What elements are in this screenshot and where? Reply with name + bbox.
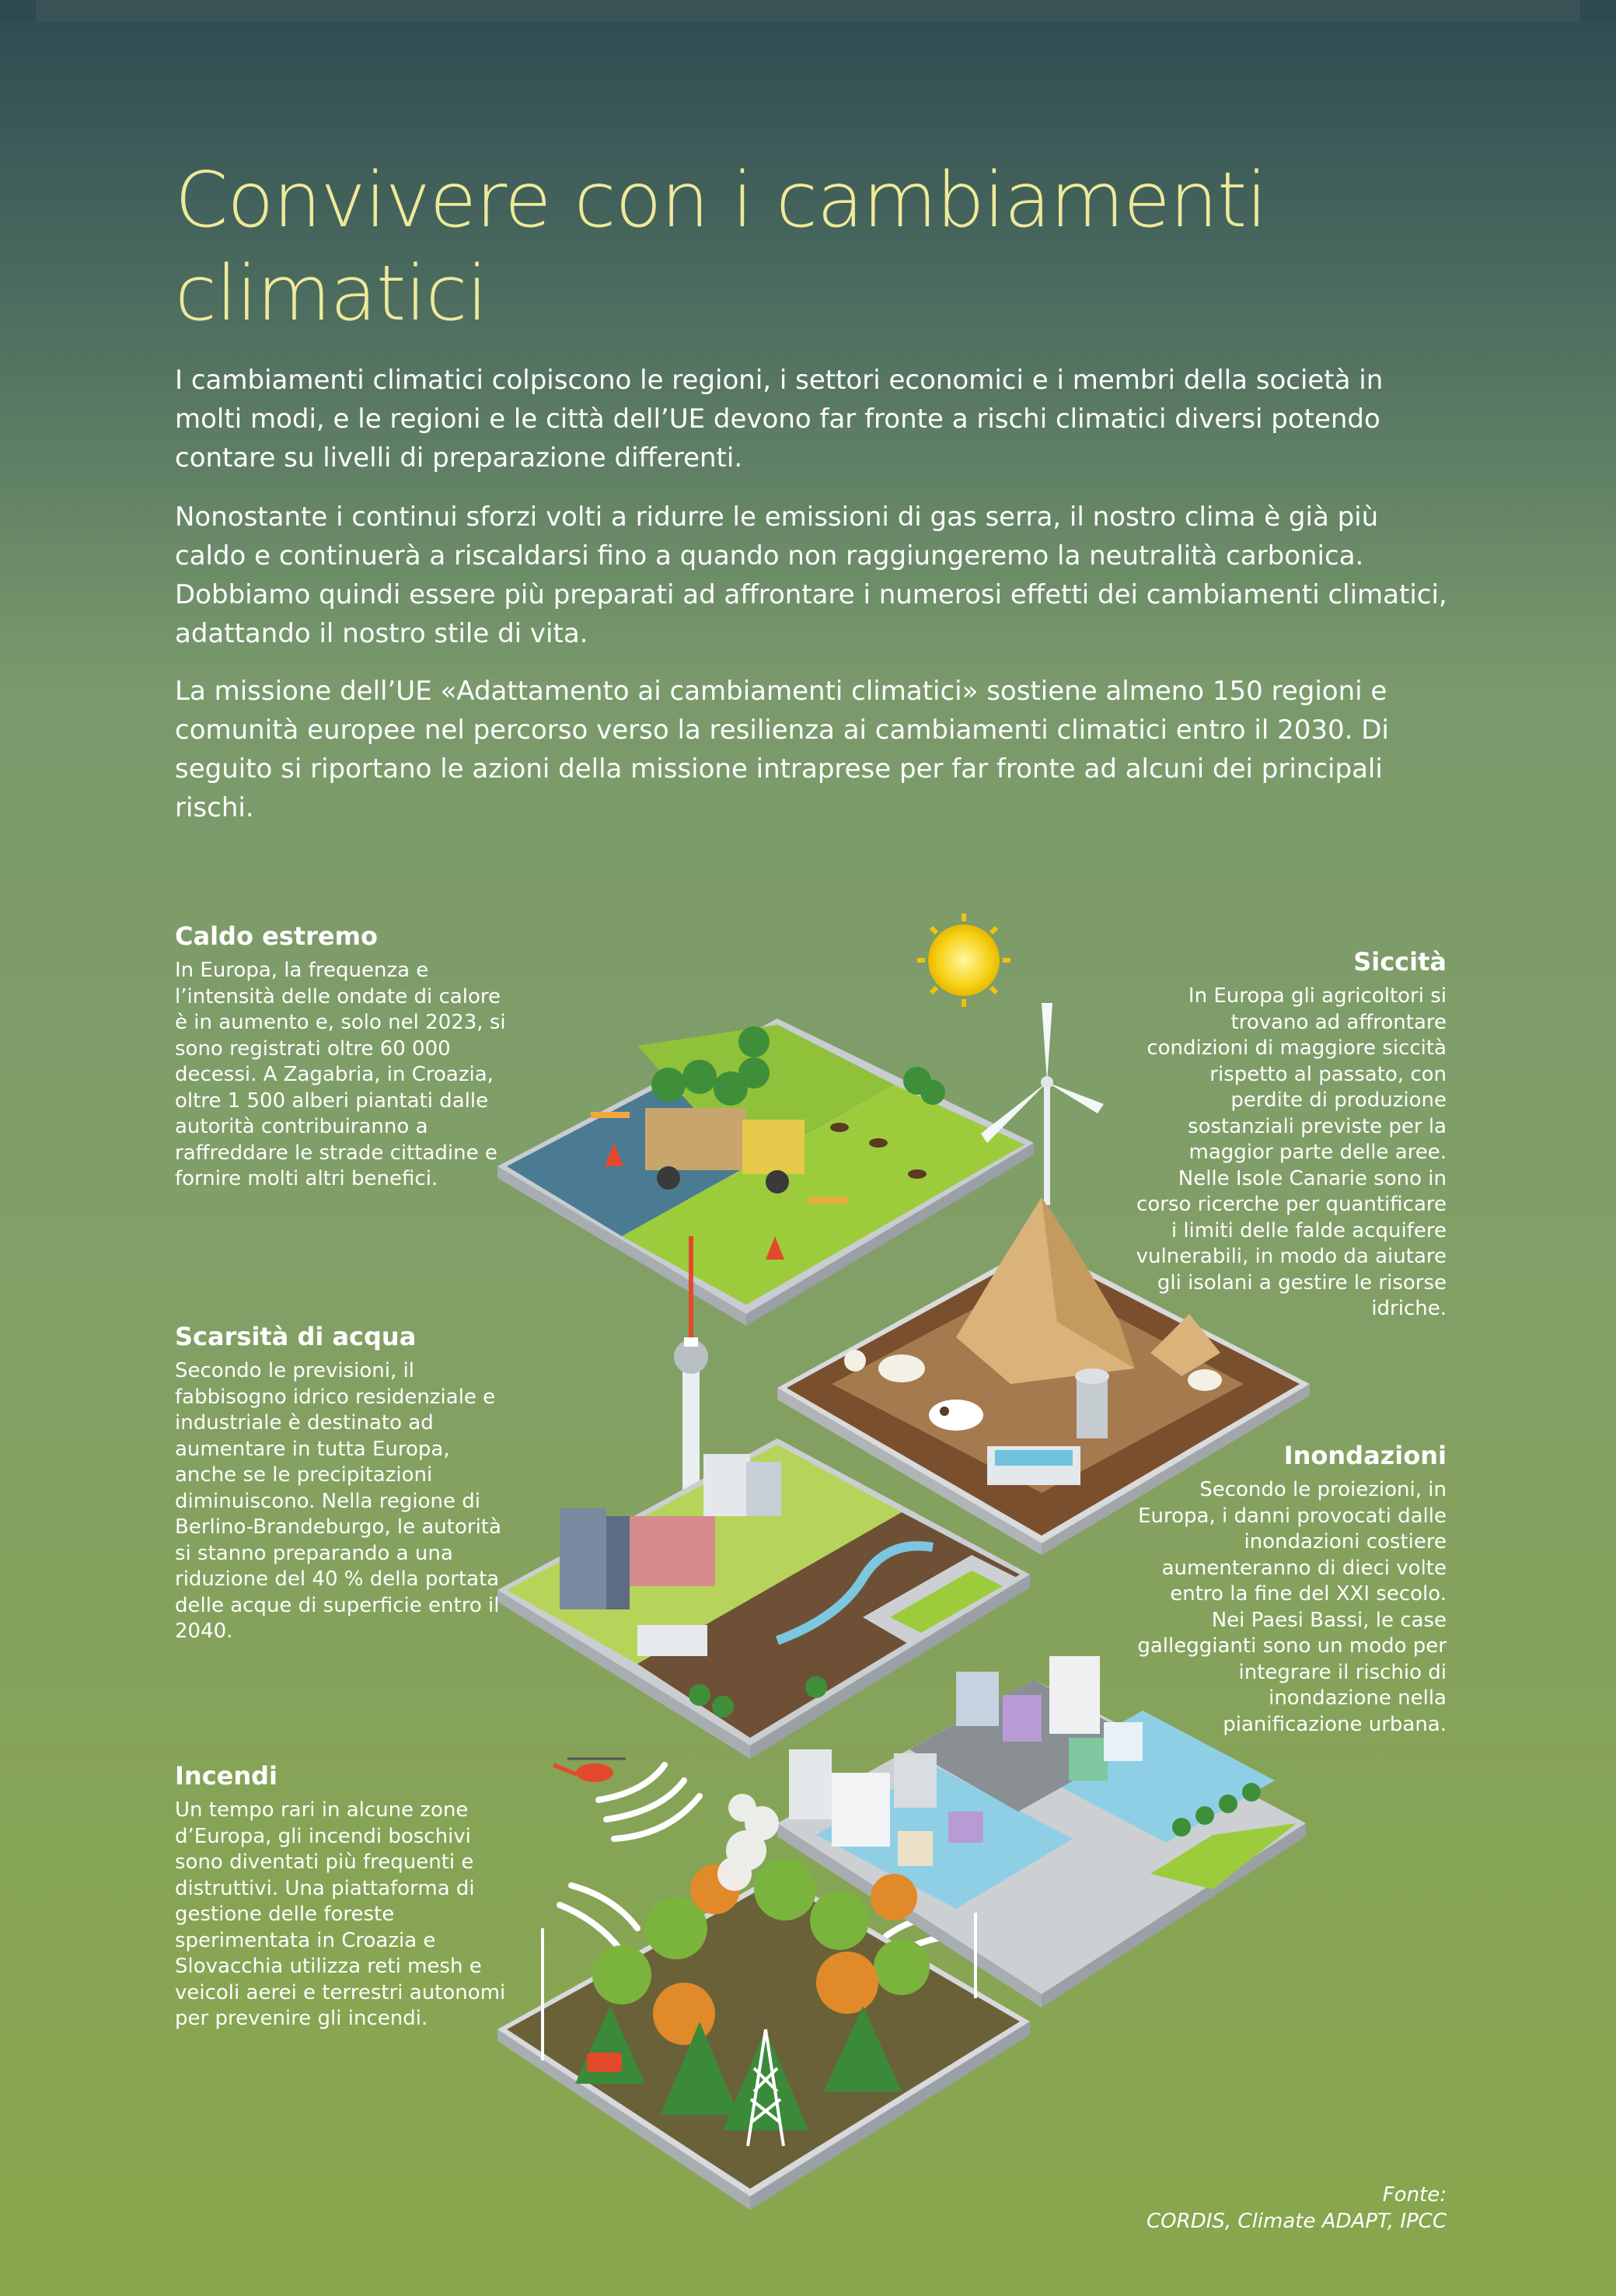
section-inondazioni [1136,1438,1447,1738]
page-title: Convivere con i cambiamenti climatici [175,156,1267,338]
section-inondazioni-title: Inondazioni [1283,1441,1447,1470]
section-caldo-title: Caldo estremo [175,921,378,951]
section-inondazioni-text: Secondo le proiezioni, in Europa, i danni provocati dalle inondazioni costiere aumenteranno di dieci volte entro la fine del XXI secolo. Nei Paesi Bassi, le case galleggianti sono un modo per integrare il rischio di inondazione nella pianificazione urbana. [1137,1478,1447,1736]
section-siccita-title: Siccità [1353,947,1447,977]
intro-paragraph-3: La missione dell’UE «Adattamento ai cambiamenti climatici» sostiene almeno 150 regioni e comunità europee nel percorso verso la resilienza ai cambiamenti climatici entro il 2030. Di seguito si riportano le azioni della missione intraprese per far fronte ad alcuni dei principali rischi. [175,676,1389,823]
section-scarsita-text: Secondo le previsioni, il fabbisogno idrico residenziale e industriale è destinato ad aumentare in tutta Europa, anche se le precipitazioni diminuiscono. Nella regione di Berlino-Brandeburgo, le autorità si stanno preparando a una riduzione del 40 % della portata delle acque di superficie entro il 2040. [175,1359,501,1643]
tile-caldo [497,1019,1034,1326]
section-siccita [1136,945,1447,1323]
intro-paragraph-2: Nonostante i continui sforzi volti a ridurre le emissioni di gas serra, il nostro clima è già più caldo e continuerà a riscaldarsi fino a quando non raggiungeremo la neutralità carbonica. Dobbiamo quindi essere più preparati ad affrontare i numerosi effetti dei cambiamenti climatici, adattando il nostro stile di vita. [175,501,1447,649]
section-incendi [175,1759,517,2032]
section-incendi-title: Incendi [175,1761,278,1791]
section-incendi-text: Un tempo rari in alcune zone d’Europa, gli incendi boschivi sono diventati più frequenti e distruttivi. Una piattaforma di gestione delle foreste sperimentata in Croazia e Slovacchia utilizza reti mesh e veicoli aerei e terrestri autonomi per prevenire gli incendi. [175,1798,506,2030]
helicopter-icon [553,1759,626,1782]
intro-paragraph-1: I cambiamenti climatici colpiscono le regioni, i settori economici e i membri della società in molti modi, e le regioni e le città dell’UE devono far fronte a rischi climatici diversi potendo contare su livelli di preparazione differenti. [175,365,1384,474]
section-scarsita [175,1319,517,1645]
section-siccita-text: In Europa gli agricoltori si trovano ad affrontare condizioni di maggiore siccità rispetto al passato, con perdite di produzione sostanziali previste per la maggior parte delle aree. Nelle Isole Canarie sono in corso ricerche per quantificare i limiti delle falde acquifere vulnerabili, in modo da aiutare gli isolani a gestire le risorse idriche. [1136,984,1447,1320]
source-note [1147,2182,1447,2235]
source-text: CORDIS, Climate ADAPT, IPCC [1147,2210,1447,2233]
section-caldo-text: In Europa, la frequenza e l’intensità delle ondate di calore è in aumento e, solo nel 2023, si sono registrati oltre 60 000 decessi. A Zagabria, in Croazia, oltre 1 500 alberi piantati dalle autorità contribuiranno a raffreddare le strade cittadine e fornire molti altri benefici. [175,959,506,1190]
section-scarsita-title: Scarsità di acqua [175,1322,417,1351]
section-caldo [175,919,517,1193]
sun-icon [917,914,1010,1007]
source-label: Fonte: [1382,2183,1447,2207]
